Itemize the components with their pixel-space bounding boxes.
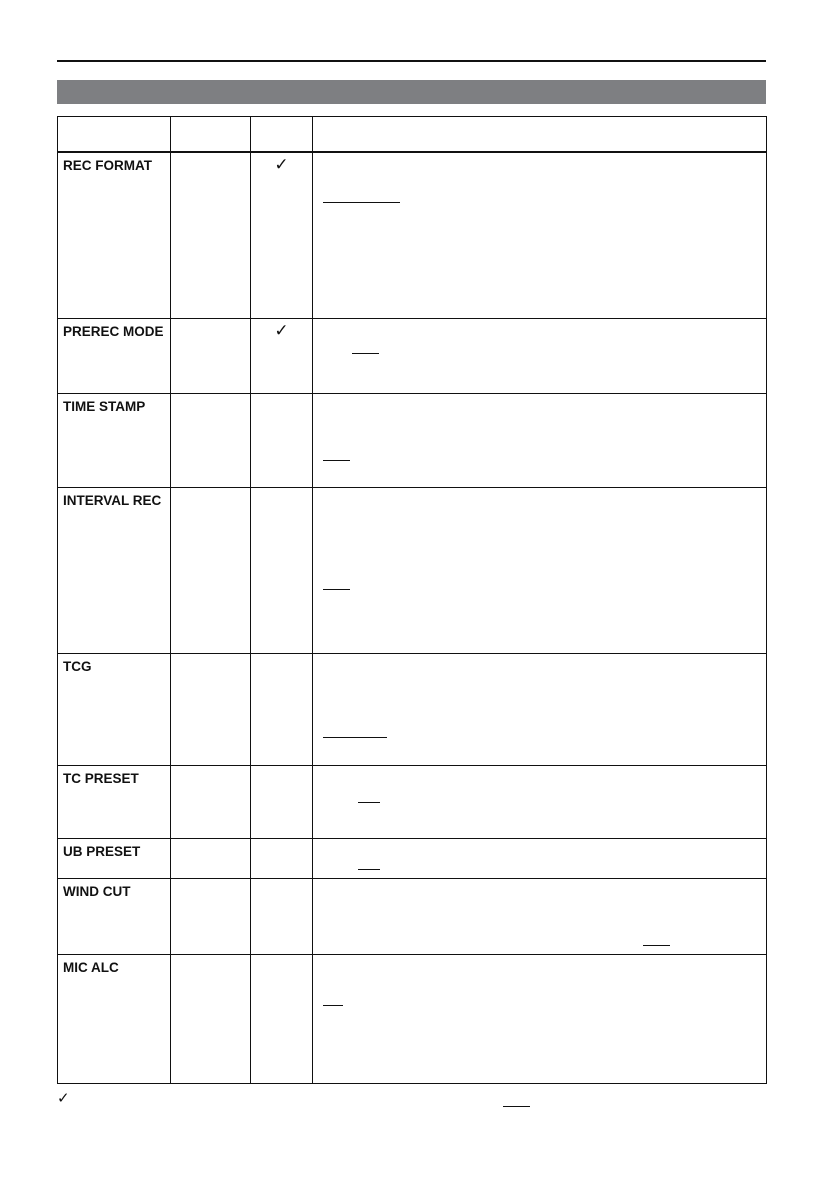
default-underline xyxy=(323,202,400,203)
description-cell xyxy=(313,954,767,1083)
blank-cell xyxy=(171,878,251,954)
header-cell-item xyxy=(58,117,171,153)
check-mark-icon: ✓ xyxy=(251,318,313,393)
default-underline xyxy=(643,945,670,946)
default-underline xyxy=(323,460,350,461)
check-mark-icon xyxy=(251,954,313,1083)
check-mark-icon xyxy=(251,765,313,838)
check-mark-icon xyxy=(251,878,313,954)
item-name: TIME STAMP xyxy=(58,393,171,487)
default-underline xyxy=(352,353,379,354)
header-cell-description xyxy=(313,117,767,153)
item-name: UB PRESET xyxy=(58,838,171,878)
table-row xyxy=(58,487,767,653)
description-cell xyxy=(313,838,767,878)
footer-check-mark-icon: ✓ xyxy=(57,1090,70,1107)
default-underline xyxy=(323,589,350,590)
section-header-bar xyxy=(57,80,766,104)
description-cell xyxy=(313,393,767,487)
description-cell xyxy=(313,318,767,393)
top-rule xyxy=(57,60,766,62)
description-cell xyxy=(313,765,767,838)
description-cell xyxy=(313,653,767,765)
table-header-row xyxy=(58,117,767,153)
default-underline xyxy=(358,869,380,870)
item-name: REC FORMAT xyxy=(58,152,171,318)
check-mark-icon xyxy=(251,653,313,765)
blank-cell xyxy=(171,393,251,487)
item-name: TCG xyxy=(58,653,171,765)
item-name: TC PRESET xyxy=(58,765,171,838)
description-cell xyxy=(313,487,767,653)
blank-cell xyxy=(171,152,251,318)
table-row xyxy=(58,653,767,765)
table-row xyxy=(58,878,767,954)
check-mark-icon xyxy=(251,838,313,878)
table-row xyxy=(58,765,767,838)
blank-cell xyxy=(171,318,251,393)
item-name: WIND CUT xyxy=(58,878,171,954)
blank-cell xyxy=(171,954,251,1083)
description-cell xyxy=(313,152,767,318)
table-row xyxy=(58,954,767,1083)
footer-underline xyxy=(503,1106,530,1107)
description-cell xyxy=(313,878,767,954)
blank-cell xyxy=(171,765,251,838)
header-cell-2 xyxy=(171,117,251,153)
table-row xyxy=(58,152,767,318)
blank-cell xyxy=(171,653,251,765)
table-row xyxy=(58,393,767,487)
check-mark-icon: ✓ xyxy=(251,152,313,318)
item-name: PREREC MODE xyxy=(58,318,171,393)
table-row xyxy=(58,838,767,878)
item-name: MIC ALC xyxy=(58,954,171,1083)
check-mark-icon xyxy=(251,393,313,487)
default-underline xyxy=(358,802,380,803)
blank-cell xyxy=(171,487,251,653)
header-cell-check xyxy=(251,117,313,153)
blank-cell xyxy=(171,838,251,878)
table-row xyxy=(58,318,767,393)
item-name: INTERVAL REC xyxy=(58,487,171,653)
default-underline xyxy=(323,1005,343,1006)
menu-table xyxy=(57,116,767,1084)
default-underline xyxy=(323,737,387,738)
check-mark-icon xyxy=(251,487,313,653)
